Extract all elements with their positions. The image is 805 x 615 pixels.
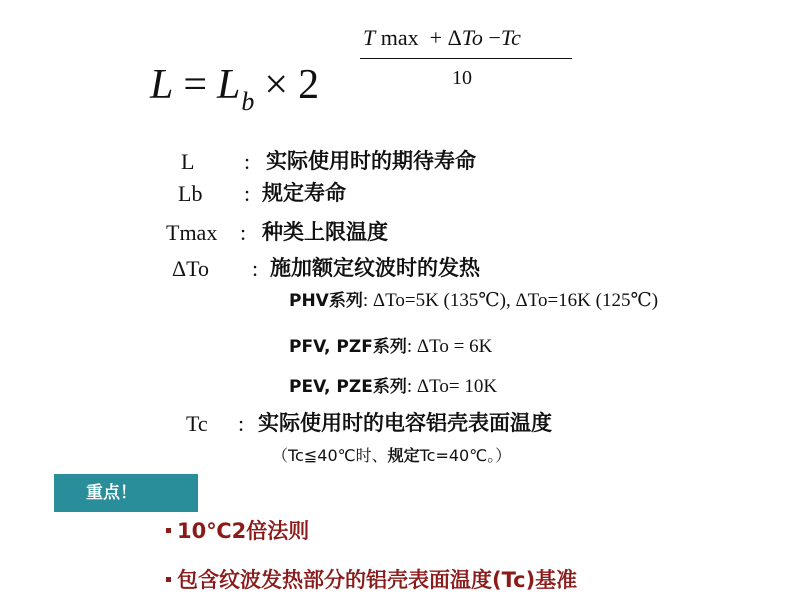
series-phv-spec: : ΔTo=5K (135℃), ΔTo=16K (125℃) [362, 290, 659, 311]
formula-two: 2 [298, 62, 320, 108]
tc-note-close: Tc=40℃。） [419, 446, 512, 465]
formula-lhs: L [150, 62, 174, 108]
bullet-dot [166, 528, 171, 533]
exp-max: max [380, 25, 419, 50]
term-tmax: Tmax [166, 220, 218, 245]
desc-tmax: 种类上限温度 [262, 220, 388, 244]
exp-to: To [461, 25, 483, 50]
formula-base-subscript: b [241, 87, 255, 116]
series-pev-name: PEV, PZE系列 [289, 377, 407, 397]
fraction-bar [360, 58, 572, 59]
bullet-dot [166, 577, 171, 582]
formula-times: × [264, 62, 289, 108]
exp-t: T [363, 25, 376, 50]
colon-tmax: : [240, 220, 247, 245]
term-l: L [181, 149, 195, 174]
tc-note [272, 446, 511, 464]
term-delta-to: ΔTo [172, 256, 210, 281]
series-phv-name: PHV系列 [289, 291, 363, 311]
formula-base: L [217, 62, 241, 108]
bullet-tc-basis [166, 570, 577, 591]
tc-note-open: （Tc≦40℃时、 [272, 446, 388, 465]
exp-minus: − [488, 25, 501, 50]
series-phv [289, 291, 658, 310]
bullet-rule [166, 521, 309, 542]
term-tc: Tc [186, 411, 208, 436]
exponent-denominator: 10 [452, 67, 472, 89]
series-pev-spec: : ΔTo= 10K [406, 376, 498, 397]
key-point-badge: 重点！ [54, 474, 198, 512]
desc-tc: 实际使用时的电容铝壳表面温度 [258, 411, 552, 435]
tc-note-mid: 规定 [387, 446, 420, 465]
formula-equals: = [183, 62, 208, 108]
series-pfv [289, 337, 492, 356]
bullet-tc-basis-text: 包含纹波发热部分的铝壳表面温度(Tc)基准 [177, 568, 578, 592]
exp-plus: + [429, 25, 443, 50]
desc-delta-to: 施加额定纹波时的发热 [270, 256, 480, 280]
series-pev [289, 377, 497, 396]
colon-l: : [244, 149, 251, 174]
desc-l: 实际使用时的期待寿命 [266, 149, 476, 173]
lifetime-formula [150, 62, 320, 116]
colon-tc: : [238, 411, 245, 436]
bullet-rule-text: 10℃2倍法则 [177, 519, 310, 543]
term-lb: Lb [178, 181, 203, 206]
series-pfv-spec: : ΔTo = 6K [406, 336, 493, 357]
colon-lb: : [244, 181, 251, 206]
desc-lb: 规定寿命 [262, 181, 346, 205]
exponent-numerator [363, 27, 521, 49]
exp-delta: Δ [447, 25, 462, 50]
exp-tc: Tc [500, 25, 521, 50]
series-pfv-name: PFV, PZF系列 [289, 337, 407, 357]
colon-delta-to: : [252, 256, 259, 281]
